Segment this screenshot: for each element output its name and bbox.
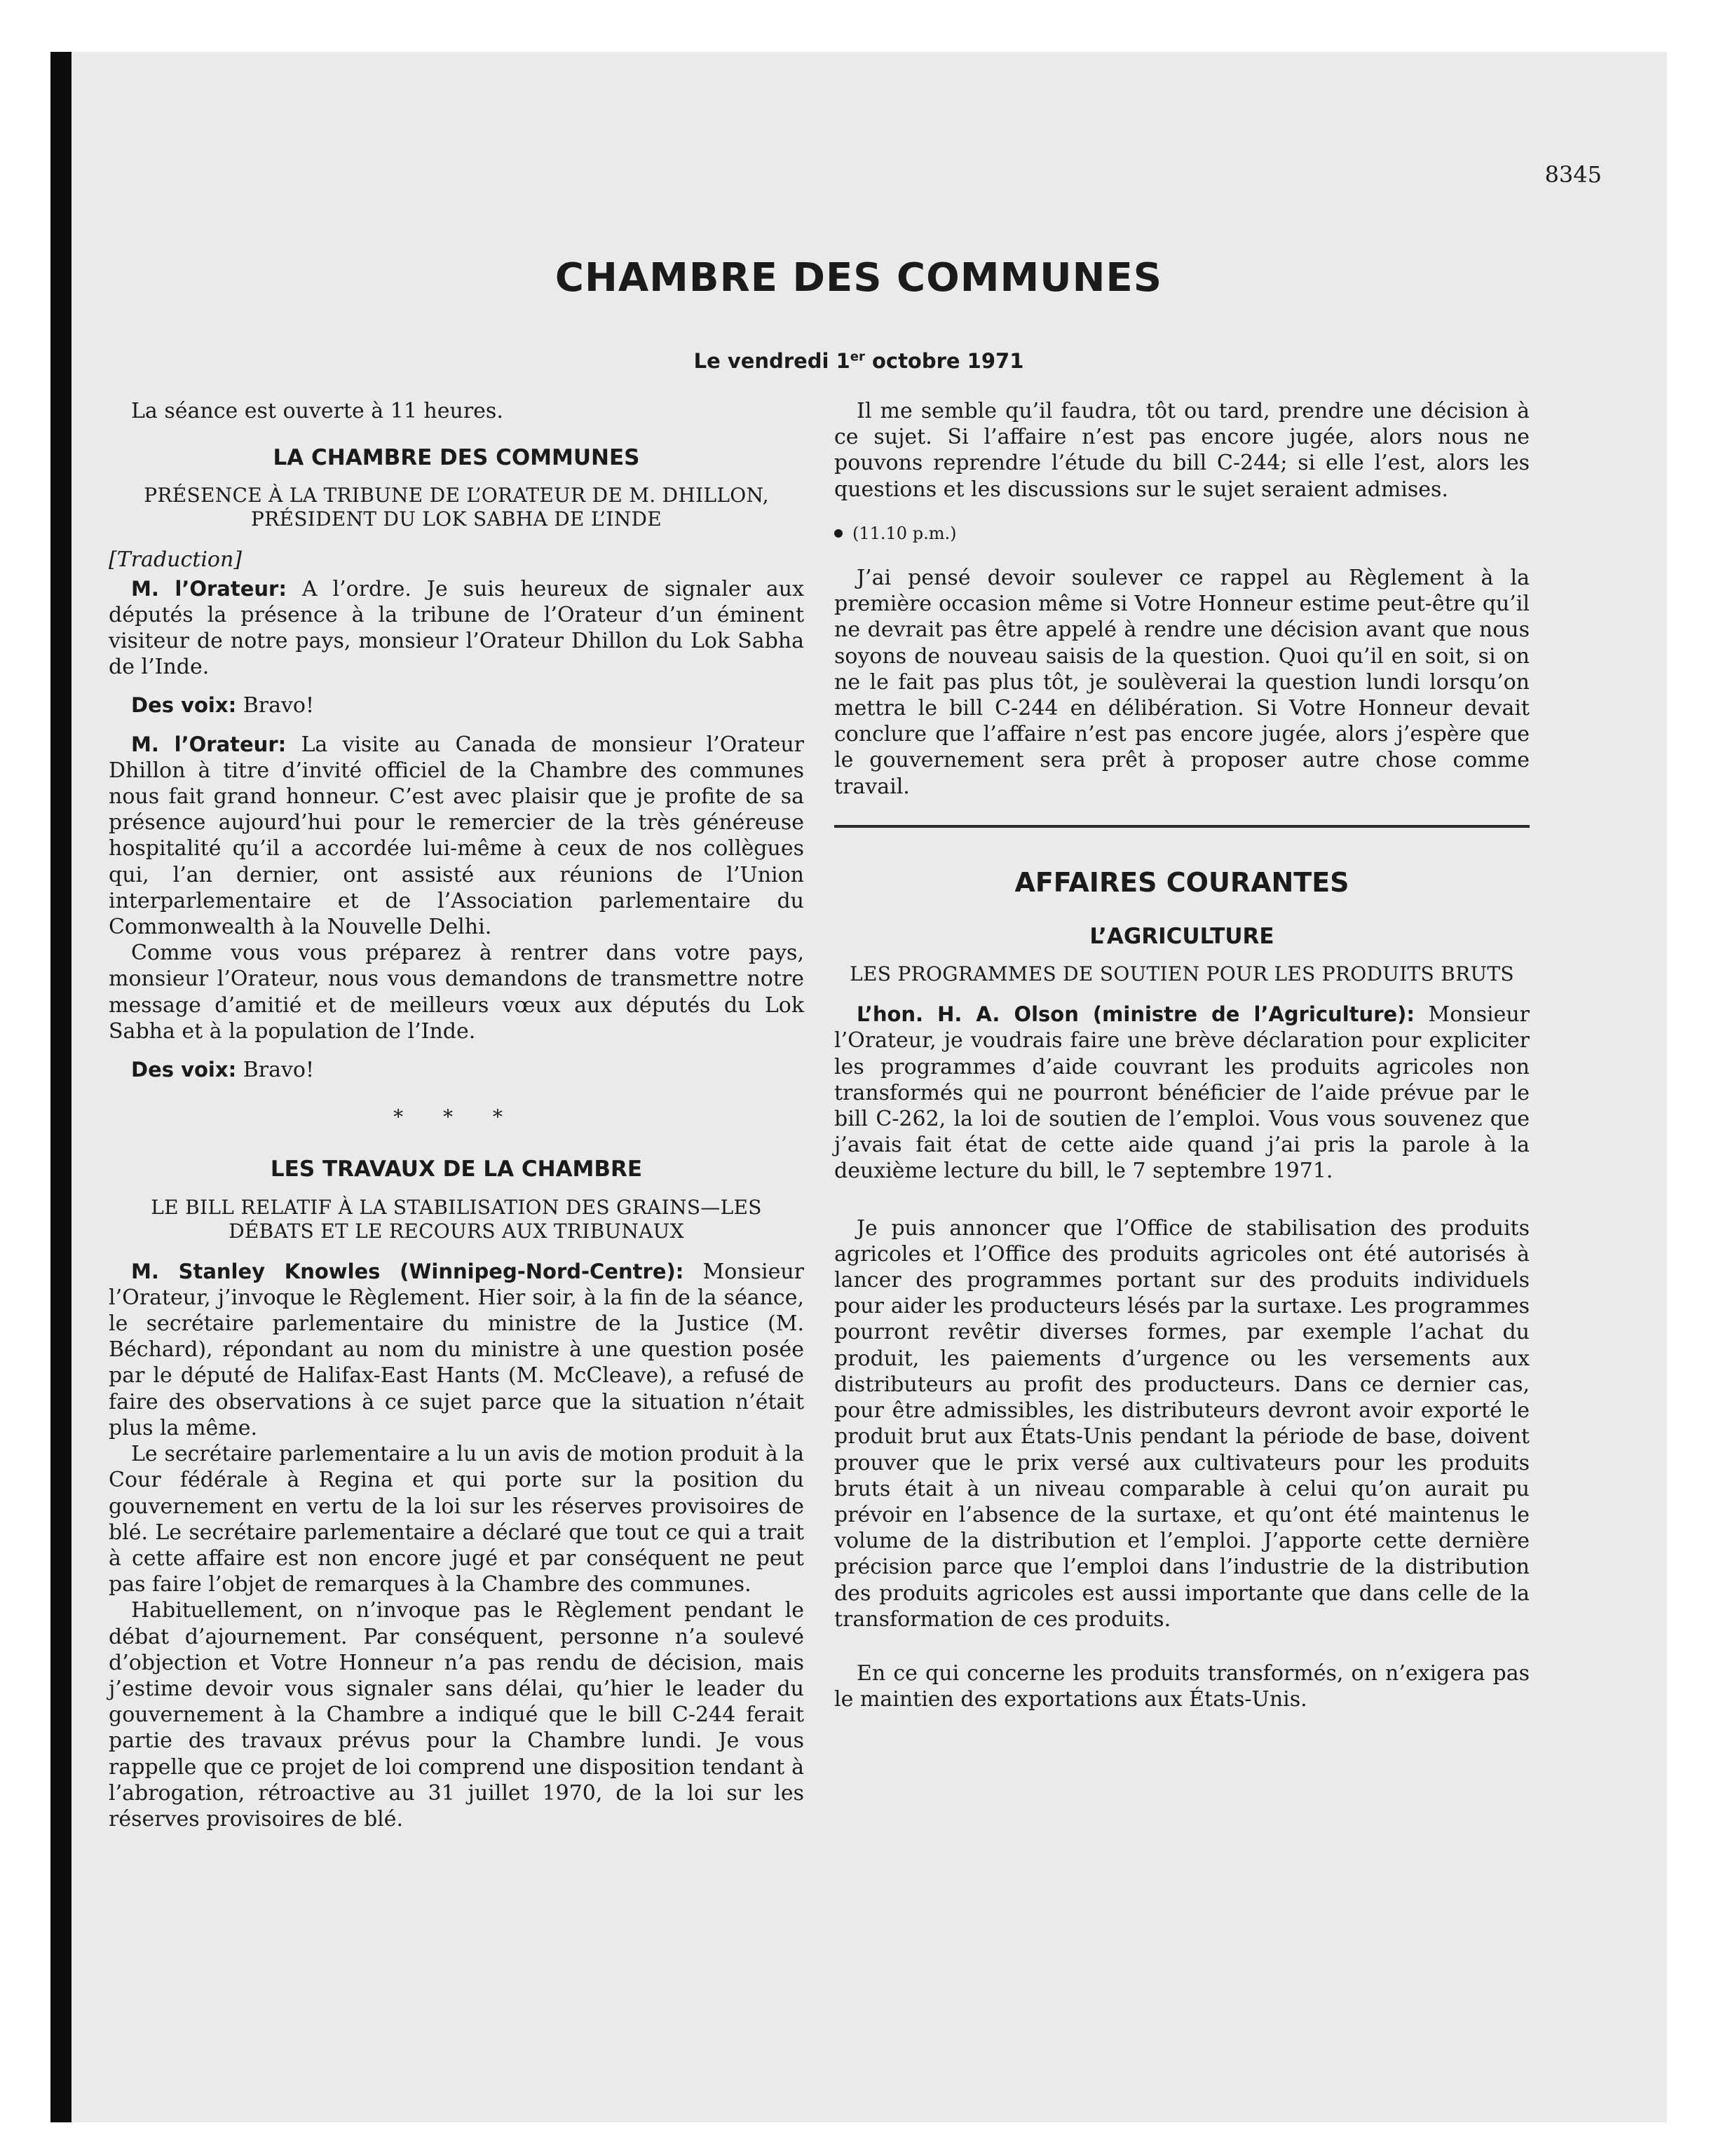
paragraph: Comme vous vous préparez à rentrer dans votre pays, monsieur l’Orateur, nous vous demandons de transmettre notre message d’amitié et de meilleurs vœux aux députés du Lok Sabha et à la population de l’Inde. [109,941,804,1044]
section-separator: * * * [393,1105,519,1129]
section-heading: AFFAIRES COURANTES [1014,866,1349,898]
timestamp [834,521,1530,547]
section-subheading: LES PROGRAMMES DE SOUTIEN POUR LES PRODUITS BRUTS [850,962,1514,986]
speech-paragraph [834,1002,1530,1184]
section-heading: L’AGRICULTURE [1089,924,1274,950]
speaker-name: Des voix: [131,1058,237,1082]
horizontal-rule [834,825,1530,828]
section-heading: LES TRAVAUX DE LA CHAMBRE [270,1157,643,1182]
section-subheading: PRÉSENCE À LA TRIBUNE DE L’ORATEUR DE M. DHILLON, PRÉSIDENT DU LOK SABHA DE L’INDE [144,484,769,531]
paragraph: En ce qui concerne les produits transformés, on n’exigera pas le maintien des exportations aux États-Unis. [834,1660,1530,1712]
date-prefix: Le vendredi 1 [693,349,850,373]
right-column [834,398,1530,1712]
speech-paragraph [109,692,804,718]
date-sup: er [850,349,865,364]
translation-note: [Traduction] [109,547,243,573]
left-column [109,398,804,1832]
sitting-date [50,349,1667,373]
speaker-name: M. l’Orateur: [131,576,287,601]
speech-text: Bravo! [236,693,315,718]
bullet-icon [834,529,843,538]
speaker-name: M. l’Orateur: [131,732,287,756]
paragraph: Il me semble qu’il faudra, tôt ou tard, prendre une décision à ce sujet. Si l’affaire n’est pas encore jugée, alors nous ne pouvons reprendre l’étude du bill C-244; si elle l’est, alors les questions et les discussions sur le sujet seraient admises. [834,399,1530,502]
speech-text: Monsieur l’Orateur, je voudrais faire une brève déclaration pour expliciter les programmes d’aide couvrant les produits agricoles non transformés qui ne pourront bénéficier de l’aide prévue par le bill C-262, la loi de soutien de l’emploi. Vous vous souvenez que j’avais fait état de cette aide quand j’ai pris la parole à la deuxième lecture du bill, le 7 septembre 1971. [834,1002,1530,1184]
paragraph: J’ai pensé devoir soulever ce rappel au Règlement à la première occasion même si Votre Honneur estime peut-être qu’il ne devrait pas être appelé à rendre une décision avant que nous soyons de nouveau saisis de la question. Quoi qu’il en soit, si on ne le fait pas plus tôt, je soulèverai la question lundi lorsqu’on mettra le bill C-244 en délibération. Si Votre Honneur devait conclure que l’affaire n’est pas encore jugée, alors j’espère que le gouvernement sera prêt à proposer autre chose comme travail. [834,566,1530,799]
speech-paragraph [109,732,804,941]
speech-text: Bravo! [236,1058,315,1083]
paragraph: Habituellement, on n’invoque pas le Règlement pendant le débat d’ajournement. Par conséquent, personne n’a soulevé d’objection et Votre Honneur n’a pas rendu de décision, mais j’estime devoir vous signaler sans délai, qu’hier le leader du gouvernement à la Chambre a indiqué que le bill C-244 ferait partie des travaux prévus pour la Chambre lundi. Je vous rappelle que ce projet de loi comprend une disposition tendant à l’abrogation, rétroactive au 31 juillet 1970, de la loi sur les réserves provisoires de blé. [109,1598,804,1831]
speaker-name: L’hon. H. A. Olson (ministre de l’Agriculture): [857,1002,1415,1027]
speech-paragraph [109,1057,804,1083]
speech-text: A l’ordre. Je suis heureux de signaler aux députés la présence à la tribune de l’Orateur d’un éminent visiteur de notre pays, monsieur l’Orateur Dhillon du Lok Sabha de l’Inde. [109,576,805,680]
page-title: CHAMBRE DES COMMUNES [554,255,1163,301]
speech-paragraph [109,1259,804,1441]
timestamp-text: (11.10 p.m.) [852,523,957,543]
paragraph: Le secrétaire parlementaire a lu un avis de motion produit à la Cour fédérale à Regina et qui porte sur la position du gouvernement en vertu de la loi sur les réserves provisoires de blé. Le secrétaire parlementaire a déclaré que tout ce qui a trait à cette affaire est non encore jugé et par conséquent ne peut pas faire l’objet de remarques à la Chambre des communes. [109,1442,804,1597]
opening-paragraph: La séance est ouverte à 11 heures. [131,399,503,423]
date-suffix: octobre 1971 [864,349,1024,373]
speech-text: Monsieur l’Orateur, j’invoque le Règlement. Hier soir, à la fin de la séance, le secrétaire parlementaire du ministre de la Justice (M. Béchard), répondant au nom du ministre à une question posée par le député de Halifax-East Hants (M. McCleave), a refusé de faire des observations à ce sujet parce que la situation n’était plus la même. [109,1259,804,1440]
speaker-name: M. Stanley Knowles (Winnipeg-Nord-Centre): [131,1259,684,1283]
speaker-name: Des voix: [131,693,237,718]
speech-text: La visite au Canada de monsieur l’Orateur Dhillon à titre d’invité officiel de la Chambre des communes nous fait grand honneur. C’est avec plaisir que je profite de sa présence aujourd’hui pour le remercier de la très généreuse hospitalité qu’il a accordée lui-même à ceux de nos collègues qui, l’an dernier, ont assisté aux réunions de l’Union interparlementaire et de l’Association parlementaire du Commonwealth à la Nouvelle Delhi. [109,732,804,940]
section-heading: LA CHAMBRE DES COMMUNES [273,445,640,471]
page-number: 8345 [1544,161,1602,188]
speech-paragraph [109,576,804,681]
paragraph: Je puis annoncer que l’Office de stabilisation des produits agricoles et l’Office des produits agricoles ont été autorisés à lancer des programmes portant sur des produits individuels pour aider les producteurs lésés par la surtaxe. Les programmes pourront revêtir diverses formes, par exemple l’achat du produit, les paiements d’urgence ou les versements aux distributeurs au profit des producteurs. Dans ce dernier cas, pour être admissibles, les distributeurs devront avoir exporté le produit brut aux États-Unis pendant la période de base, doivent prouver que le prix versé aux cultivateurs pour les produits bruts était à un niveau comparable à celui qu’on aurait pu prévoir en l’absence de la surtaxe, et qu’ont été maintenus le volume de la distribution et l’emploi. J’apporte cette dernière précision parce que l’emploi dans l’industrie de la distribution des produits agricoles est aussi importante que dans celle de la transformation de ces produits. [834,1215,1530,1632]
section-subheading: LE BILL RELATIF À LA STABILISATION DES GRAINS—LES DÉBATS ET LE RECOURS AUX TRIBUNAUX [151,1195,762,1243]
